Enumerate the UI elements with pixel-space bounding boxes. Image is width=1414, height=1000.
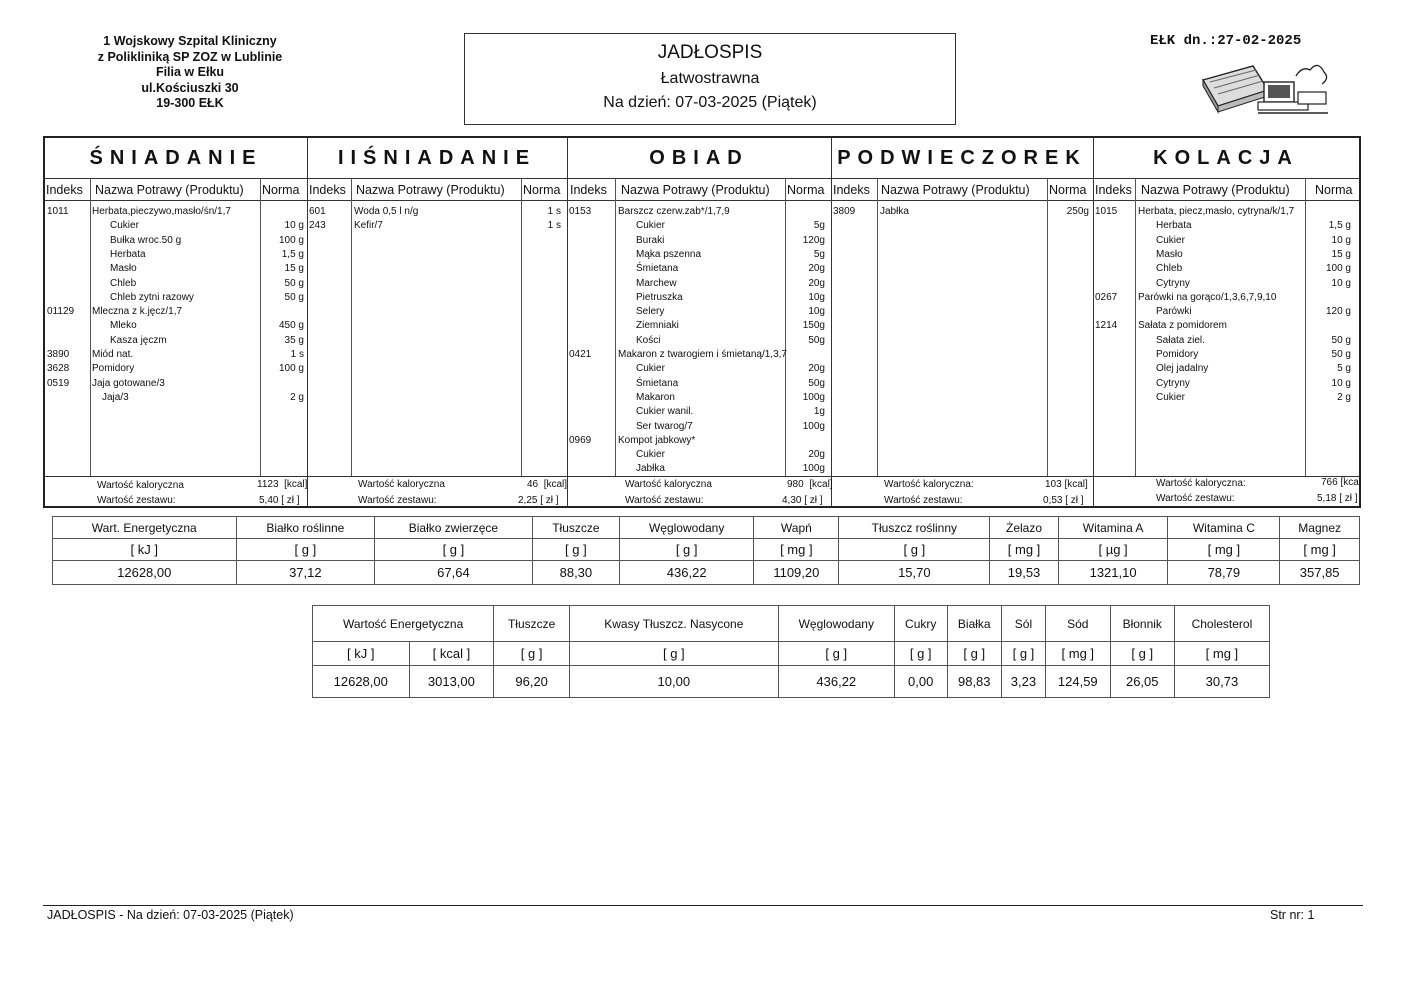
hospital-line: 1 Wojskowy Szpital Kliniczny (103, 34, 277, 48)
row-norm: 10g (808, 291, 825, 303)
row-index: 0153 (569, 206, 592, 217)
meal-title-breakfast: ŚNIADANIE (89, 146, 263, 169)
meals-table (43, 136, 1361, 508)
nutrient-header: Witamina A (1058, 517, 1168, 539)
row-name: Cukier (1156, 234, 1185, 246)
row-norm: 120g (802, 234, 825, 246)
row-norm: 50 g (284, 277, 304, 289)
hospital-address (70, 34, 310, 112)
nutrient-unit: [ mg ] (1168, 539, 1280, 561)
row-name: Herbata (110, 248, 146, 260)
col-header-norm: Norma (523, 183, 561, 197)
set-value-label: Wartość zestawu: (625, 495, 704, 506)
row-index: 1011 (47, 206, 69, 217)
calories-value: 1123 [kcal] (257, 479, 308, 490)
hospital-line: ul.Kościuszki 30 (141, 80, 239, 95)
nutrient-header: Białko zwierzęce (375, 517, 533, 539)
nutrient-unit: [ g ] (894, 642, 947, 666)
row-norm: 1,5 g (1328, 220, 1351, 232)
row-norm: 1g (813, 406, 825, 418)
row-name: Ziemniaki (636, 320, 679, 332)
row-name: Masło (1156, 248, 1183, 260)
nutrient-value: 124,59 (1045, 666, 1110, 698)
row-index: 0969 (569, 434, 592, 446)
col-header-norm: Norma (1315, 183, 1353, 197)
nutrient-unit: [ kJ ] (53, 539, 237, 561)
nutrient-header: Wartość Energetyczna (313, 606, 494, 642)
row-name: Chleb (110, 277, 137, 289)
row-name: Pietruszka (636, 291, 683, 303)
nutrient-value: 19,53 (990, 561, 1058, 585)
nutrient-unit: [ kcal ] (409, 642, 494, 666)
row-name: Jabłka (636, 463, 665, 475)
row-norm: 50 g (1331, 334, 1351, 346)
row-name: Kości (636, 334, 661, 346)
col-header-name: Nazwa Potrawy (Produktu) (356, 183, 505, 197)
row-name: Herbata,pieczywo,masło/śn/1,7 (92, 206, 231, 217)
nutrient-value: 1321,10 (1058, 561, 1168, 585)
row-norm: 150g (802, 320, 825, 332)
row-norm: 50 g (1331, 349, 1351, 360)
row-norm: 100 g (278, 234, 304, 246)
row-norm: 100g (802, 463, 825, 475)
row-name: Marchew (636, 277, 677, 289)
row-index: 0519 (47, 377, 70, 389)
nutrient-header: Cholesterol (1174, 606, 1269, 642)
nutrient-unit: [ kJ ] (313, 642, 410, 666)
col-header-index: Indeks (46, 183, 83, 197)
nutrient-unit: [ g ] (947, 642, 1002, 666)
row-norm: 1,5 g (281, 248, 304, 260)
row-name: Miód nat. (92, 349, 134, 360)
calories-label: Wartość kaloryczna: (884, 479, 974, 490)
set-value: 5,40 [ zł ] (259, 495, 300, 506)
row-name: Selery (636, 306, 665, 318)
row-name: Jaja/3 (102, 391, 129, 403)
meal-title-second-breakfast: IIŚNIADANIE (337, 146, 537, 169)
row-norm: 50 g (284, 291, 304, 303)
nutrient-value: 78,79 (1168, 561, 1280, 585)
col-header-name: Nazwa Potrawy (Produktu) (621, 183, 770, 197)
nutrient-header: Kwasy Tłuszcz. Nasycone (570, 606, 779, 642)
row-norm: 5 g (1337, 363, 1351, 375)
footer-divider (43, 905, 1363, 906)
nutrient-value: 357,85 (1280, 561, 1360, 585)
nutrient-header: Sód (1045, 606, 1110, 642)
col-header-index: Indeks (309, 183, 346, 197)
calories-value: 766 [kcal (1321, 477, 1362, 488)
row-name: Jabłka (880, 206, 909, 217)
row-index: 3628 (47, 363, 70, 375)
row-name: Buraki (636, 234, 665, 246)
row-name: Cukier (636, 363, 665, 375)
nutrient-unit: [ g ] (494, 642, 570, 666)
row-norm: 20g (808, 277, 825, 289)
nutrient-value: 37,12 (236, 561, 375, 585)
nutrient-unit: [ mg ] (754, 539, 839, 561)
nutrient-value: 1109,20 (754, 561, 839, 585)
row-norm: 15 g (1331, 248, 1351, 260)
hospital-line: 19-300 EŁK (156, 96, 224, 110)
nutrient-unit: [ µg ] (1058, 539, 1168, 561)
nutrient-value: 30,73 (1174, 666, 1269, 698)
row-index: 0267 (1095, 291, 1118, 303)
nutrient-unit: [ g ] (236, 539, 375, 561)
hospital-line: z Polikliniką SP ZOZ w Lublinie (97, 49, 283, 64)
nutrient-unit: [ g ] (778, 642, 894, 666)
row-name: Cytryny (1156, 277, 1190, 289)
row-name: Parówki (1156, 306, 1192, 318)
row-norm: 10 g (1331, 377, 1351, 389)
row-name: Makaron z twarogiem i śmietaną/1,3,7 (618, 349, 787, 360)
nutrient-value: 26,05 (1110, 666, 1174, 698)
row-index: 3890 (47, 349, 70, 360)
col-header-name: Nazwa Potrawy (Produktu) (881, 183, 1030, 197)
nutrient-value: 98,83 (947, 666, 1002, 698)
nutrient-unit: [ mg ] (1280, 539, 1360, 561)
nutrient-value: 12628,00 (53, 561, 237, 585)
row-norm: 2 g (1337, 391, 1351, 403)
row-name: Woda 0,5 l n/g (354, 206, 419, 217)
row-norm: 10 g (284, 220, 304, 232)
row-name: Bułka wroc.50 g (110, 234, 182, 246)
row-norm: 20g (808, 449, 825, 461)
row-name: Cukier wanil. (636, 406, 694, 418)
row-name: Mleko (110, 320, 137, 332)
meal-title-lunch: OBIAD (649, 146, 749, 169)
row-norm: 35 g (284, 334, 304, 346)
nutrient-unit: [ g ] (570, 642, 779, 666)
col-header-norm: Norma (1049, 183, 1087, 197)
row-name: Cukier (110, 220, 139, 232)
set-value: 0,53 [ zł ] (1043, 495, 1084, 506)
row-norm: 250g (1066, 206, 1089, 217)
row-name: Mleczna z k.jęcz/1,7 (92, 306, 183, 318)
row-name: Mąka pszenna (636, 248, 702, 260)
nutrition-summary-table (52, 516, 1360, 585)
row-name: Olej jadalny (1156, 363, 1209, 375)
row-name: Cukier (636, 449, 665, 461)
row-name: Śmietana (636, 377, 679, 389)
col-header-name: Nazwa Potrawy (Produktu) (95, 183, 244, 197)
row-norm: 5g (813, 220, 825, 232)
row-norm: 100 g (1325, 263, 1351, 275)
row-norm: 10g (808, 306, 825, 318)
row-norm: 5g (813, 248, 825, 260)
row-name: Chleb (1156, 263, 1183, 275)
nutrient-header: Węglowodany (620, 517, 754, 539)
nutrient-header: Sól (1002, 606, 1046, 642)
nutrient-unit: [ mg ] (990, 539, 1058, 561)
nutrient-header: Witamina C (1168, 517, 1280, 539)
nutrient-header: Tłuszcze (532, 517, 619, 539)
row-norm: 1 s (547, 220, 561, 232)
set-value: 4,30 [ zł ] (782, 495, 823, 506)
page-title: JADŁOSPIS (657, 42, 763, 63)
col-header-norm: Norma (262, 183, 300, 197)
nutrient-unit: [ g ] (1110, 642, 1174, 666)
row-norm: 20g (808, 263, 825, 275)
row-norm: 100g (802, 391, 825, 403)
row-name: Cukier (1156, 391, 1185, 403)
hospital-line: Filia w Ełku (155, 65, 225, 79)
calories-value: 103 [kcal] (1045, 479, 1088, 490)
nutrient-unit: [ g ] (375, 539, 533, 561)
title-box (464, 33, 956, 125)
issue-date: EŁK dn.:27-02-2025 (1150, 33, 1302, 49)
page-number: Str nr: 1 (1270, 908, 1315, 922)
nutrient-header: Żelazo (990, 517, 1058, 539)
row-norm: 2 g (290, 391, 304, 403)
row-norm: 120 g (1325, 306, 1351, 318)
nutrient-value: 3,23 (1002, 666, 1046, 698)
calories-label: Wartość kaloryczna: (1156, 478, 1246, 489)
nutrient-unit: [ g ] (620, 539, 754, 561)
nutrient-header: Błonnik (1110, 606, 1174, 642)
row-name: Śmietana (636, 263, 679, 275)
calories-value: 46 [kcal] (527, 479, 568, 490)
nutrition-label-table (312, 605, 1270, 698)
row-name: Herbata, piecz,masło, cytryna/k/1,7 (1138, 206, 1295, 217)
set-value-label: Wartość zestawu: (1156, 493, 1235, 504)
nutrient-value: 96,20 (494, 666, 570, 698)
nutrient-header: Białka (947, 606, 1002, 642)
set-value: 2,25 [ zł ] (518, 495, 559, 506)
row-name: Sałata z pomidorem (1138, 320, 1227, 332)
row-name: Herbata (1156, 220, 1192, 232)
set-value-label: Wartość zestawu: (884, 495, 963, 506)
row-norm: 100 g (278, 363, 304, 375)
row-norm: 10 g (1331, 277, 1351, 289)
calories-value: 980 [kcal] (787, 479, 833, 490)
menu-date: Na dzień: 07-03-2025 (Piątek) (603, 94, 817, 111)
nutrient-value: 3013,00 (409, 666, 494, 698)
row-norm: 50g (808, 334, 825, 346)
set-value: 5,18 [ zł ] (1317, 493, 1358, 504)
nutrient-header: Wart. Energetyczna (53, 517, 237, 539)
nutrient-unit: [ mg ] (1174, 642, 1269, 666)
calories-label: Wartość kaloryczna (625, 479, 712, 490)
calories-label: Wartość kaloryczna (358, 479, 445, 490)
set-value-label: Wartość zestawu: (97, 495, 176, 506)
row-name: Parówki na gorąco/1,3,6,7,9,10 (1138, 291, 1277, 303)
nutrient-value: 67,64 (375, 561, 533, 585)
footer-title: JADŁOSPIS - Na dzień: 07-03-2025 (Piątek) (47, 908, 294, 922)
nutrient-header: Białko roślinne (236, 517, 375, 539)
nutrient-value: 15,70 (839, 561, 990, 585)
row-index: 1015 (1095, 206, 1118, 217)
col-header-name: Nazwa Potrawy (Produktu) (1141, 183, 1290, 197)
col-header-index: Indeks (570, 183, 607, 197)
nutrient-header: Węglowodany (778, 606, 894, 642)
row-norm: 1 s (290, 349, 304, 360)
row-norm: 15 g (284, 263, 304, 275)
row-name: Kefir/7 (354, 220, 383, 232)
set-value-label: Wartość zestawu: (358, 495, 437, 506)
row-norm: 10 g (1331, 234, 1351, 246)
row-index: 01129 (47, 306, 75, 318)
row-name: Kasza jęczm (110, 334, 167, 346)
calories-label: Wartość kaloryczna (97, 480, 184, 491)
nutrient-value: 12628,00 (313, 666, 410, 698)
row-name: Barszcz czerw.zab*/1,7,9 (618, 206, 730, 217)
row-index: 243 (309, 220, 326, 232)
row-name: Pomidory (92, 363, 135, 375)
nutrient-header: Tłuszcze (494, 606, 570, 642)
row-name: Ser twarog/7 (636, 420, 693, 432)
row-name: Pomidory (1156, 349, 1199, 360)
row-norm: 450 g (278, 320, 304, 332)
row-norm: 1 s (547, 206, 561, 217)
row-name: Cytryny (1156, 377, 1190, 389)
meal-title-dinner: KOLACJA (1153, 146, 1299, 169)
row-norm: 50g (808, 377, 825, 389)
nutrient-unit: [ mg ] (1045, 642, 1110, 666)
row-name: Kompot jabkowy* (618, 434, 696, 446)
nutrient-unit: [ g ] (532, 539, 619, 561)
col-header-index: Indeks (1095, 183, 1132, 197)
row-index: 601 (309, 206, 326, 217)
nutrient-value: 88,30 (532, 561, 619, 585)
row-name: Chleb zytni razowy (110, 291, 194, 303)
row-name: Makaron (636, 391, 675, 403)
nutrient-unit: [ g ] (839, 539, 990, 561)
row-norm: 100g (802, 420, 825, 432)
nutrient-unit: [ g ] (1002, 642, 1046, 666)
diet-name: Łatwostrawna (660, 70, 760, 87)
row-name: Jaja gotowane/3 (92, 377, 165, 389)
row-index: 3809 (833, 206, 856, 217)
nutrient-header: Cukry (894, 606, 947, 642)
nutrient-header: Wapń (754, 517, 839, 539)
row-name: Masło (110, 263, 137, 275)
row-name: Sałata ziel. (1156, 334, 1205, 346)
nutrient-value: 10,00 (570, 666, 779, 698)
meal-title-afternoon-snack: PODWIECZOREK (837, 146, 1087, 169)
row-name: Cukier (636, 220, 665, 232)
row-norm: 20g (808, 363, 825, 375)
nutrient-value: 436,22 (778, 666, 894, 698)
row-index: 0421 (569, 349, 592, 360)
nutrient-value: 436,22 (620, 561, 754, 585)
col-header-index: Indeks (833, 183, 870, 197)
row-index: 1214 (1095, 320, 1118, 332)
nutrient-header: Tłuszcz roślinny (839, 517, 990, 539)
book-and-computer-icon (1198, 56, 1333, 118)
col-header-norm: Norma (787, 183, 825, 197)
nutrient-header: Magnez (1280, 517, 1360, 539)
nutrient-value: 0,00 (894, 666, 947, 698)
